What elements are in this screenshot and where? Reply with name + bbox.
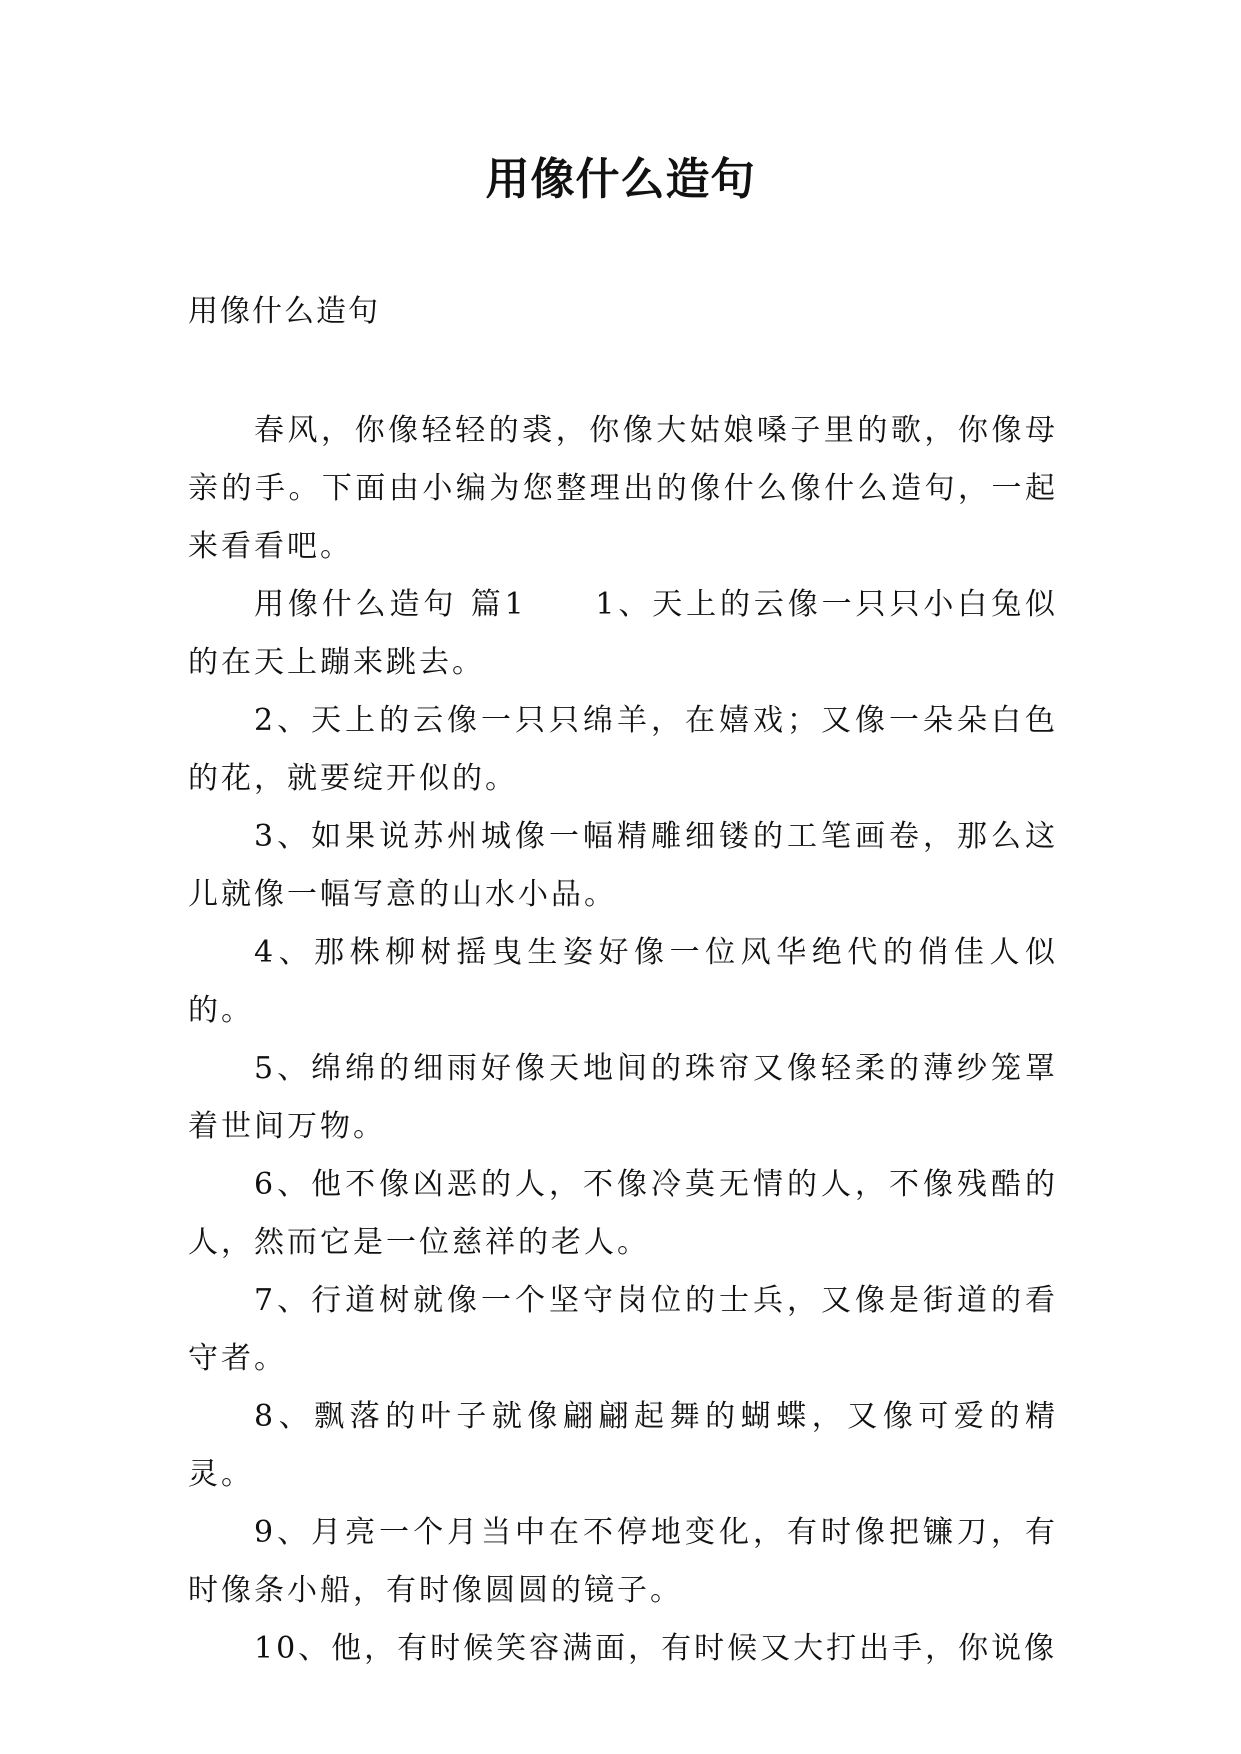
paragraph-9: 9、月亮一个月当中在不停地变化，有时像把镰刀，有时像条小船，有时像圆圆的镜子。 — [188, 1515, 1058, 1608]
paragraph-2: 2、天上的云像一只只绵羊，在嬉戏；又像一朵朵白色的花，就要绽开似的。 — [188, 703, 1058, 796]
paragraph-4: 4、那株柳树摇曳生姿好像一位风华绝代的俏佳人似的。 — [188, 935, 1058, 1028]
paragraph-6: 6、他不像凶恶的人，不像冷莫无情的人，不像残酷的人，然而它是一位慈祥的老人。 — [188, 1167, 1058, 1260]
paragraph-1: 用像什么造句 篇1 1、天上的云像一只只小白兔似的在天上蹦来跳去。 — [188, 587, 1058, 680]
document-subtitle: 用像什么造句 — [188, 294, 380, 329]
paragraph-10: 10、他，有时候笑容满面，有时候又大打出手，你说像 — [254, 1631, 1058, 1666]
paragraph-7: 7、行道树就像一个坚守岗位的士兵，又像是街道的看守者。 — [188, 1283, 1058, 1376]
paragraph-intro: 春风，你像轻轻的裘，你像大姑娘嗓子里的歌，你像母亲的手。下面由小编为您整理出的像什么像什么造句，一起来看看吧。 — [188, 413, 1058, 564]
paragraph-8: 8、飘落的叶子就像翩翩起舞的蝴蝶，又像可爱的精灵。 — [188, 1399, 1058, 1492]
paragraph-5: 5、绵绵的细雨好像天地间的珠帘又像轻柔的薄纱笼罩着世间万物。 — [188, 1051, 1058, 1144]
page-title: 用像什么造句 — [485, 154, 756, 205]
paragraph-3: 3、如果说苏州城像一幅精雕细镂的工笔画卷，那么这儿就像一幅写意的山水小品。 — [188, 819, 1058, 912]
document-body — [188, 402, 1058, 1678]
